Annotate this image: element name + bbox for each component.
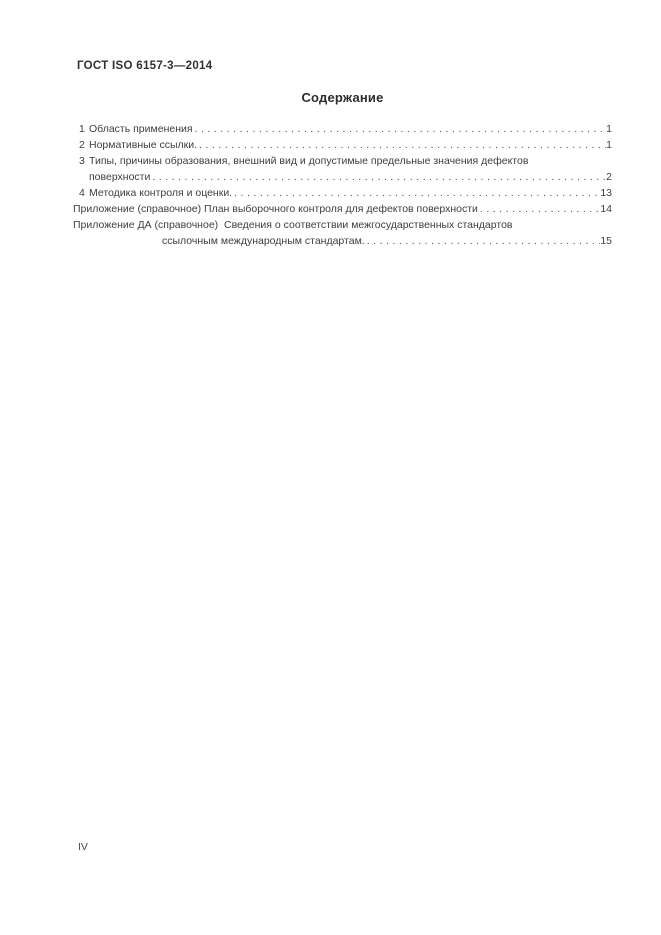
dot-leader [199,137,606,153]
toc-line-number: 2 [79,139,85,151]
toc-page-number: 13 [600,187,612,199]
dot-leader [367,233,601,249]
toc-line-text: Методика контроля и оценки. [89,187,233,199]
toc-line-text: Приложение (справочное) План выборочного контроля для дефектов поверхности [73,203,478,215]
toc-list [73,121,612,249]
toc-section [73,90,612,249]
toc-line [73,217,612,233]
dot-leader [234,185,600,201]
toc-line [73,169,612,185]
toc-page-number: 1 [606,123,612,135]
toc-line-text: Область применения [89,123,193,135]
toc-line-number: 1 [79,123,85,135]
toc-page-number: 15 [600,235,612,247]
dot-leader [152,169,606,185]
dot-leader [480,201,600,217]
toc-page-number: 1 [606,139,612,151]
toc-line-text: Приложение ДА (справочное) Сведения о соответствии межгосударственных стандартов [73,219,513,231]
toc-line-text: Нормативные ссылки. [89,139,197,151]
page-number: IV [78,841,88,853]
toc-line-text: поверхности [89,171,151,183]
toc-page-number: 2 [606,171,612,183]
toc-line-text: ссылочным международным стандартам. [162,235,365,247]
toc-line [73,137,612,153]
toc-line-number: 4 [79,187,85,199]
toc-line-text: Типы, причины образования, внешний вид и допустимые предельные значения дефектов [89,155,529,167]
toc-line [73,233,612,249]
toc-line [73,121,612,137]
toc-page-number: 14 [600,203,612,215]
dot-leader [195,121,607,137]
toc-line [73,201,612,217]
toc-line-number: 3 [79,155,85,167]
toc-line [73,153,612,169]
document-header: ГОСТ ISO 6157-3—2014 [77,60,213,72]
toc-line [73,185,612,201]
toc-title: Содержание [301,90,384,105]
